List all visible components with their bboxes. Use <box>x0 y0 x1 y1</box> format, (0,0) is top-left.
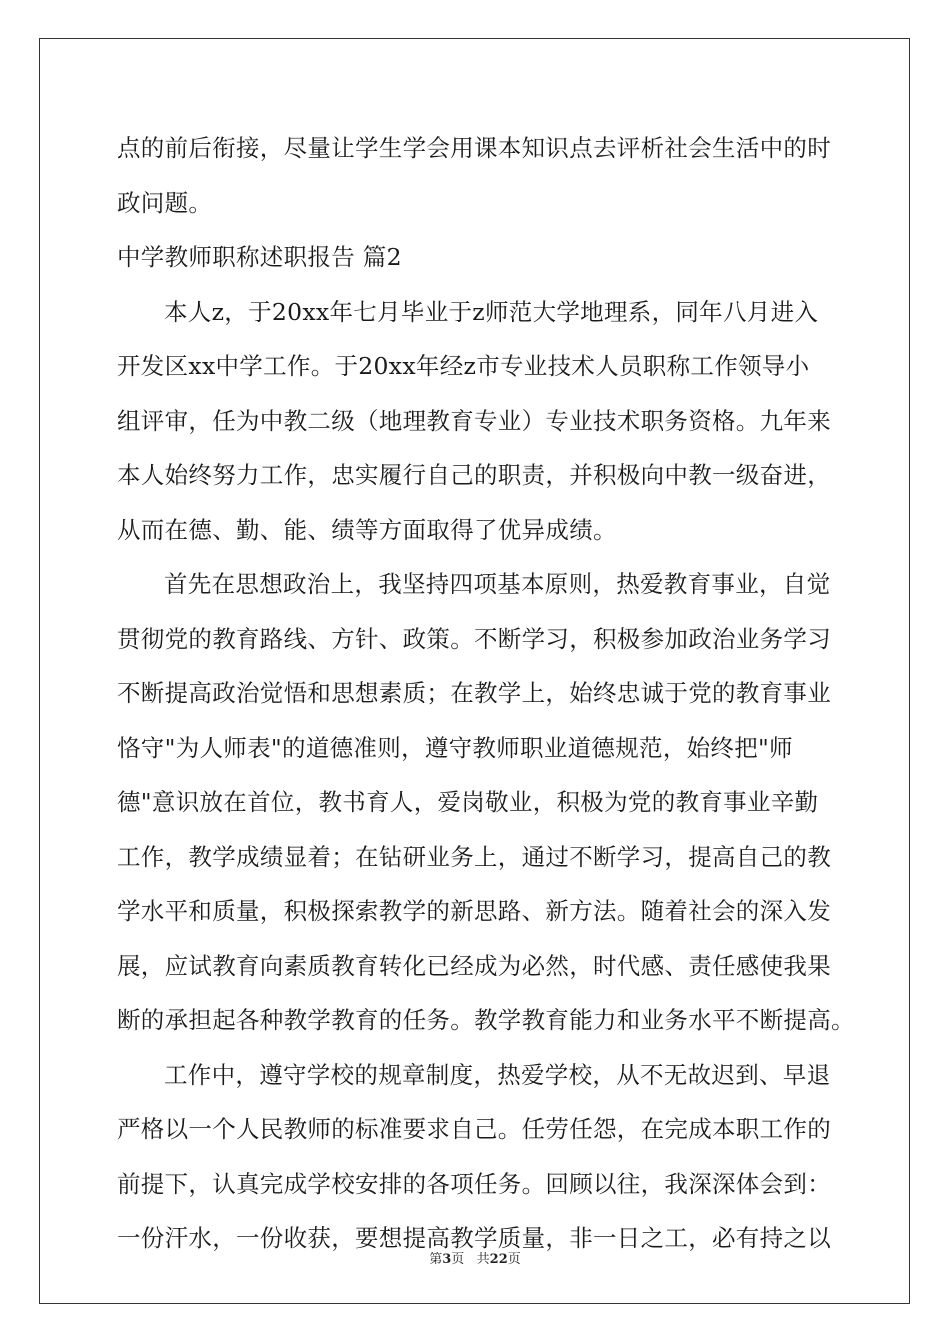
text-line: 德"意识放在首位，教书育人，爱岗敬业，积极为党的教育事业辛勤 <box>117 788 819 816</box>
text-line: 贯彻党的教育路线、方针、政策。不断学习，积极参加政治业务学习 <box>117 624 831 653</box>
text-line: 工作，教学成绩显着；在钻研业务上，通过不断学习，提高自己的教 <box>117 842 831 871</box>
text-line: 一份汗水，一份收获，要想提高教学质量，非一日之工，必有持之以 <box>117 1224 831 1252</box>
section-heading: 中学教师职称述职报告 篇2 <box>117 243 402 271</box>
text-line: 政问题。 <box>117 188 213 217</box>
document-body <box>117 121 855 1266</box>
total-page-number: 22 <box>489 1252 508 1267</box>
text-line: 组评审，任为中教二级（地理教育专业）专业技术职务资格。九年来 <box>117 406 831 435</box>
text-line: 从而在德、勤、能、绩等方面取得了优异成绩。 <box>117 515 617 544</box>
text-line: 不断提高政治觉悟和思想素质；在教学上，始终忠诚于党的教育事业 <box>117 679 831 707</box>
paragraph-start-line: 首先在思想政治上，我坚持四项基本原则，热爱教育事业，自觉 <box>164 570 831 598</box>
text-line: 开发区xx中学工作。于20xx年经z市专业技术人员职称工作领导小 <box>117 352 810 380</box>
paragraph-start-line: 工作中，遵守学校的规章制度，热爱学校，从不无故迟到、早退 <box>164 1060 831 1089</box>
page-footer <box>0 1248 950 1267</box>
current-page-number: 3 <box>442 1252 452 1267</box>
text-line: 学水平和质量，积极探索教学的新思路、新方法。随着社会的深入发 <box>117 897 831 925</box>
text-line: 本人始终努力工作，忠实履行自己的职责，并积极向中教一级奋进， <box>117 461 831 489</box>
text-line: 严格以一个人民教师的标准要求自己。任劳任怨，在完成本职工作的 <box>117 1115 831 1143</box>
page-prefix: 第 <box>429 1252 443 1267</box>
page-suffix: 页 <box>507 1252 521 1267</box>
text-line: 恪守"为人师表"的道德准则，遵守教师职业道德规范，始终把"师 <box>117 733 793 762</box>
text-line: 前提下，认真完成学校安排的各项任务。回顾以往，我深深体会到： <box>117 1169 831 1198</box>
text-line: 断的承担起各种教学教育的任务。教学教育能力和业务水平不断提高。 <box>117 1006 855 1034</box>
text-line: 展，应试教育向素质教育转化已经成为必然，时代感、责任感使我果 <box>117 951 831 980</box>
page-mid: 页 共 <box>451 1252 490 1267</box>
text-line: 点的前后衔接，尽量让学生学会用课本知识点去评析社会生活中的时 <box>117 134 831 162</box>
paragraph-start-line: 本人z，于20xx年七月毕业于z师范大学地理系，同年八月进入 <box>164 297 819 326</box>
